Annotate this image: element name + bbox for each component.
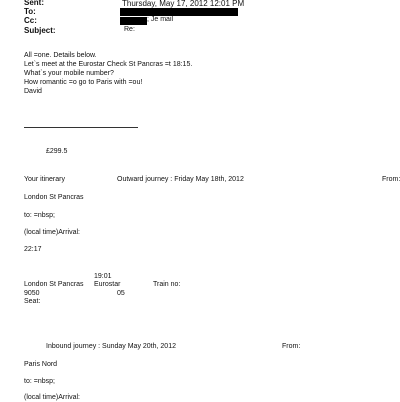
- cc-label: Cc:: [24, 16, 37, 25]
- body-line-2: Let`s meet at the Eurostar Check St Pancras =t 18:15.: [24, 61, 193, 68]
- cc-value: ; Je mail: [147, 16, 174, 23]
- outward-coach: 05: [117, 290, 125, 297]
- outward-departure-time: 19:01: [94, 273, 112, 280]
- inbound-heading: Inbound journey : Sunday May 20th, 2012: [46, 343, 176, 350]
- outward-operator: Eurostar: [94, 281, 121, 288]
- outward-station: London St Pancras: [24, 281, 84, 288]
- outward-heading: Outward journey : Friday May 18th, 2012: [117, 176, 244, 183]
- subject-label: Subject:: [24, 26, 56, 35]
- sent-label: Sent:: [24, 0, 44, 7]
- body-line-5: David: [24, 88, 42, 95]
- outward-arrival-label: (local time)Arrival:: [24, 229, 81, 236]
- outward-from-label: From:: [382, 176, 400, 183]
- outward-train-number: 9050: [24, 290, 40, 297]
- inbound-from-label: From:: [282, 343, 301, 350]
- inbound-arrival-label: (local time)Arrival:: [24, 394, 81, 401]
- price: £299.5: [46, 148, 68, 155]
- outward-arrival-time: 22:17: [24, 246, 42, 253]
- sent-value: Thursday, May 17, 2012 12:01 PM: [122, 0, 245, 8]
- body-line-1: All =one. Details below.: [24, 52, 97, 59]
- itinerary-title: Your itinerary: [24, 176, 65, 183]
- inbound-origin: Paris Nord: [24, 361, 58, 368]
- outward-train-label: Train no:: [153, 281, 181, 288]
- to-label: To:: [24, 7, 36, 16]
- inbound-to-label: to: =nbsp;: [24, 378, 55, 385]
- outward-to-label: to: =nbsp;: [24, 212, 55, 219]
- body-line-3: What`s your mobile number?: [24, 70, 114, 77]
- to-redaction: [120, 8, 238, 16]
- separator-rule: [24, 127, 138, 128]
- subject-value: Re:: [124, 26, 135, 33]
- cc-redaction: [120, 17, 147, 25]
- outward-seat-label: Seat:: [24, 298, 41, 305]
- outward-origin: London St Pancras: [24, 194, 84, 201]
- body-line-4: How romantic =o go to Paris with =ou!: [24, 79, 143, 86]
